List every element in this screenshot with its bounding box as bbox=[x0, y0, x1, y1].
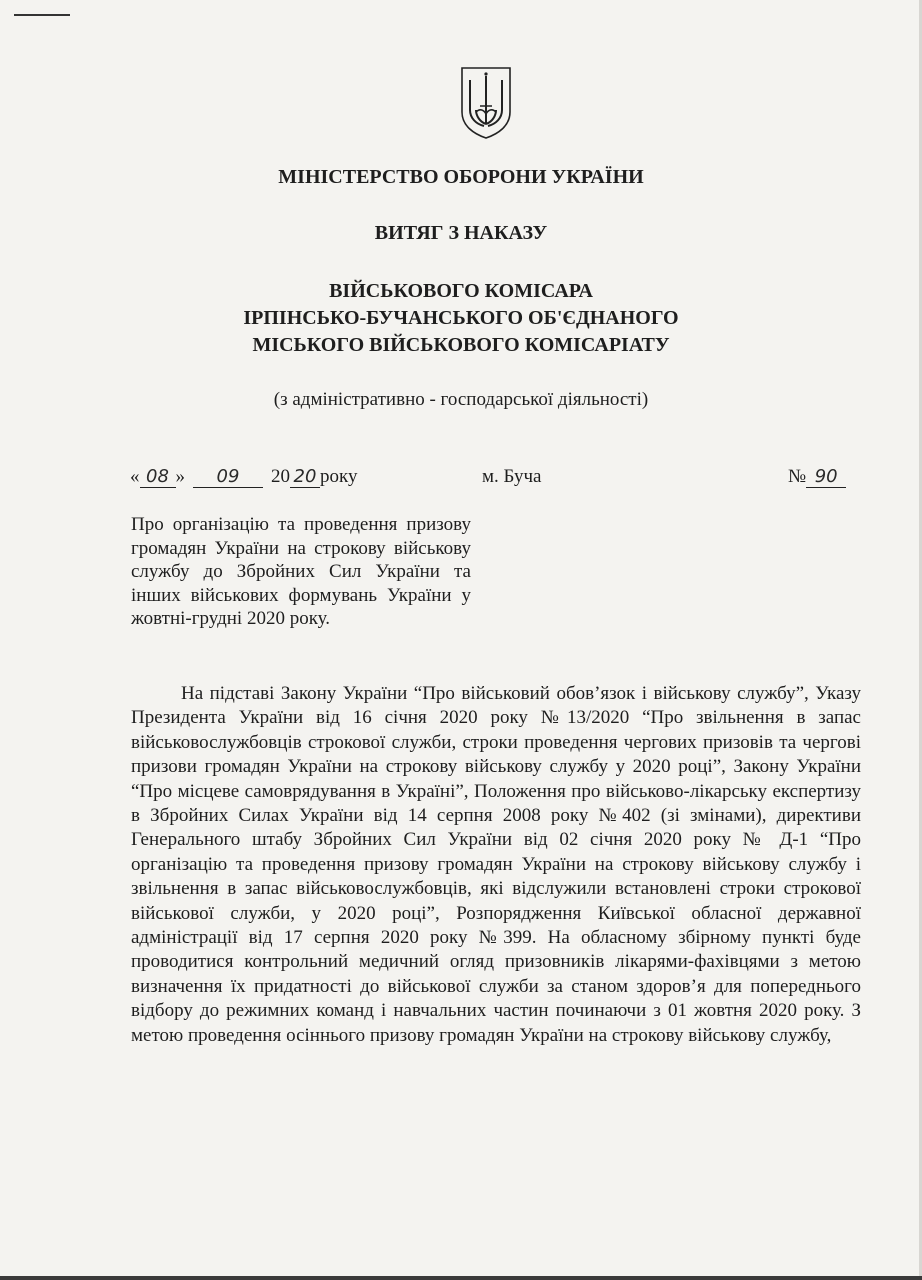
order-subject: Про організацію та проведення призову громадян України на строкову військову службу до Збройних Сил України та інших військових формувань України у жовтні-грудні 2020 року. bbox=[131, 514, 471, 630]
date-year-prefix: 20 bbox=[271, 466, 290, 487]
scan-edge-bottom bbox=[0, 1276, 922, 1280]
issuer-heading bbox=[0, 278, 922, 359]
date-day: 08 bbox=[140, 467, 176, 488]
coat-of-arms-icon bbox=[460, 66, 512, 140]
date-month: 09 bbox=[193, 467, 263, 488]
date-open-quote: « bbox=[130, 466, 140, 487]
issuer-line-1: ВІЙСЬКОВОГО КОМІСАРА bbox=[329, 280, 593, 302]
date-year-suffix: 20 bbox=[290, 467, 320, 488]
document-number bbox=[788, 466, 846, 488]
corner-mark bbox=[14, 14, 70, 16]
document-type-heading: ВИТЯГ З НАКАЗУ bbox=[374, 222, 548, 244]
date-word: року bbox=[320, 466, 358, 487]
ministry-heading: МІНІСТЕРСТВО ОБОРОНИ УКРАЇНИ bbox=[278, 166, 644, 188]
issuer-line-2: ІРПІНСЬКО-БУЧАНСЬКОГО ОБ'ЄДНАНОГО bbox=[243, 307, 679, 329]
scope-subtitle: (з адміністративно - господарської діяльності) bbox=[273, 389, 649, 410]
number-sign: № bbox=[788, 466, 807, 487]
number-value: 90 bbox=[806, 467, 846, 488]
document-city: м. Буча bbox=[482, 466, 542, 487]
date-close-quote: » bbox=[175, 466, 185, 487]
document-date bbox=[130, 466, 357, 488]
issuer-line-3: МІСЬКОГО ВІЙСЬКОВОГО КОМІСАРІАТУ bbox=[252, 334, 670, 356]
order-preamble-paragraph: На підставі Закону України “Про військовий обов’язок і військову службу”, Указу Президента України від 16 січня 2020 року №13/2020 “Про звільнення в запас військовослужбовців строкової служби, строки проведення чергових призовів та чергові призови громадян України на строкову військову службу у 2020 році”, Закону України “Про місцеве самоврядування в Україні”, Положення про військово-лікарську експертизу в Збройних Силах України від 14 серпня 2008 року №402 (зі змінами), директиви Генерального штабу Збройних Сил України від 02 січня 2020 року № Д-1 “Про організацію та проведення призову громадян України на строкову військову службу і звільнення в запас військовослужбовців, які відслужили встановлені строки строкової військової служби, у 2020 році”, Розпорядження Київської обласної державної адміністрації від 17 серпня 2020 року №399. На обласному збірному пункті буде проводитися контрольний медичний огляд призовників лікарями-фахівцями з метою визначення їх придатності до військової служби за станом здоров’я для попереднього відбору до режимних команд і навчальних частин починаючи з 01 жовтня 2020 року. З метою проведення осіннього призову громадян України на строкову військову службу, bbox=[131, 683, 861, 1046]
